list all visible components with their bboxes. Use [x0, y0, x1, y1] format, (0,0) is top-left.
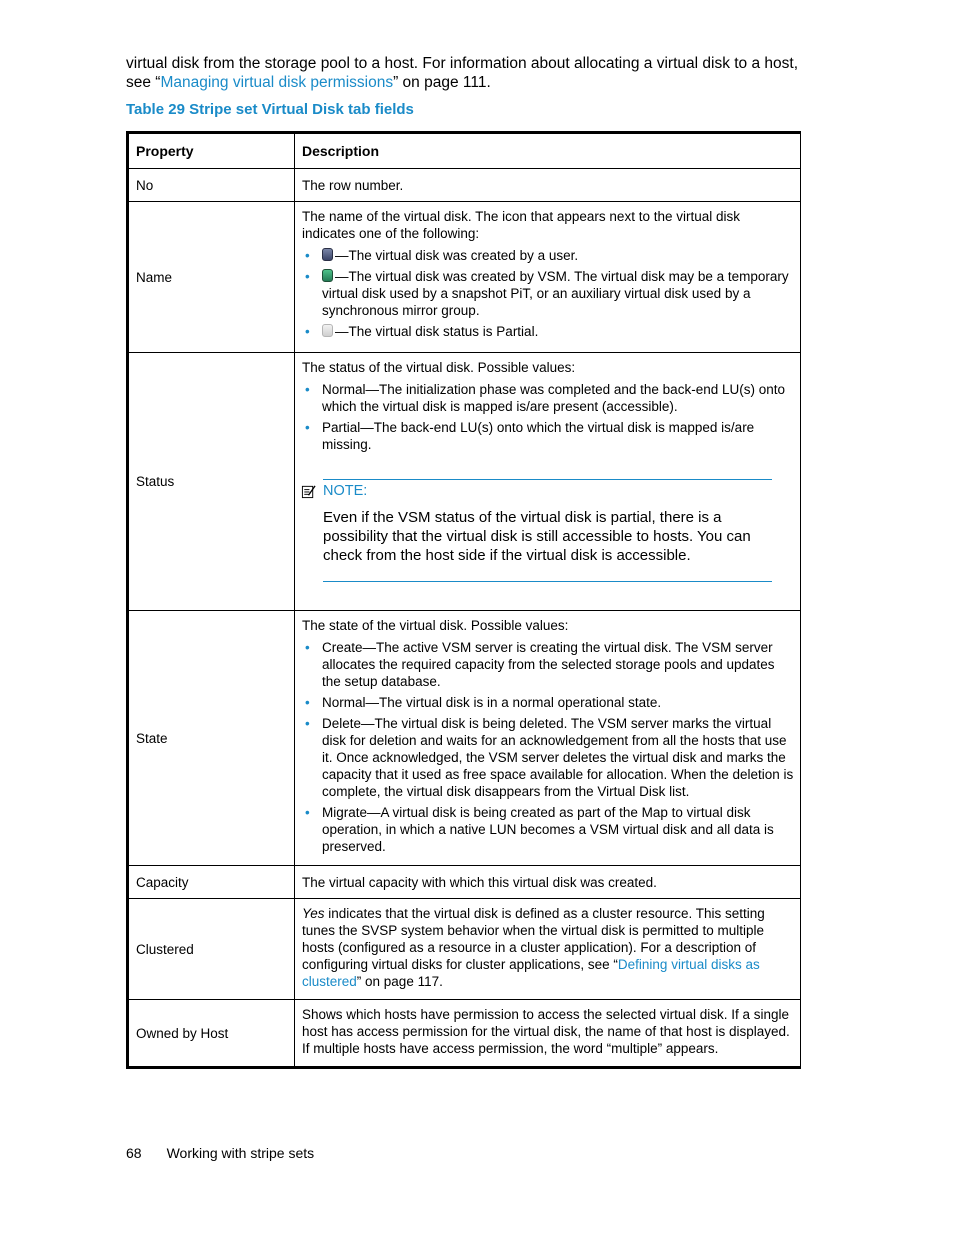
list-item-text: —The virtual disk was created by VSM. The virtual disk may be a temporary virtual disk used by a snapshot PiT, or an auxiliary virtual disk used by a synchronous mirror group. — [322, 269, 789, 318]
table-header-row — [128, 133, 801, 169]
status-values-list — [302, 381, 794, 453]
vsm-disk-icon — [322, 269, 333, 282]
table-caption: Table 29 Stripe set Virtual Disk tab fields — [126, 101, 414, 118]
property-cell: Name — [128, 202, 295, 353]
table-row — [128, 169, 801, 202]
list-item: • Create—The active VSM server is creating the virtual disk. The VSM server allocates the required capacity from the selected storage pools and updates the setup database. — [302, 639, 794, 690]
note-label: NOTE: — [323, 483, 368, 499]
table-row — [128, 866, 801, 899]
property-cell: State — [128, 611, 295, 866]
description-cell — [295, 353, 801, 611]
header-description: Description — [295, 133, 801, 169]
property-cell: Status — [128, 353, 295, 611]
intro-paragraph — [126, 54, 806, 92]
description-cell — [295, 899, 801, 1000]
state-values-list — [302, 639, 794, 855]
status-intro: The status of the virtual disk. Possible values: — [302, 360, 576, 375]
managing-permissions-link[interactable]: Managing virtual disk permissions — [160, 74, 394, 91]
name-icon-list — [302, 247, 794, 340]
list-item: • Partial—The back-end LU(s) onto which the virtual disk is mapped is/are missing. — [302, 419, 794, 453]
table-row — [128, 899, 801, 1000]
property-cell: Owned by Host — [128, 1000, 295, 1068]
table-row — [128, 611, 801, 866]
list-item: • Normal—The virtual disk is in a normal operational state. — [302, 694, 794, 711]
note-box — [323, 479, 772, 582]
description-cell — [295, 202, 801, 353]
table-row — [128, 353, 801, 611]
property-cell: Capacity — [128, 866, 295, 899]
list-item-text: —The virtual disk was created by a user. — [335, 248, 579, 263]
defining-clustered-link[interactable]: Defining virtual disks as clustered — [302, 957, 760, 989]
page-footer — [126, 1145, 339, 1161]
list-item: • Normal—The initialization phase was completed and the back-end LU(s) onto which the virtual disk is mapped is/are present (accessible). — [302, 381, 794, 415]
partial-disk-icon — [322, 324, 333, 337]
property-cell: No — [128, 169, 295, 202]
list-item — [302, 323, 794, 340]
list-item-text: —The virtual disk status is Partial. — [335, 324, 539, 339]
note-icon — [301, 484, 316, 499]
intro-text: virtual disk from the storage pool to a host. For information about allocating a virtual disk to a host, see “ — [126, 55, 799, 91]
list-item: • Delete—The virtual disk is being deleted. The VSM server marks the virtual disk for deletion and waits for an acknowledgement from all the hosts that use it. Once acknowledged, the VSM server deletes the virtual disk and marks the capacity that it used as free space available for allocation. When the deletion is complete, the virtual disk disappears from the Virtual Disk list. — [302, 715, 794, 800]
virtual-disk-fields-table — [126, 131, 801, 1069]
section-title: Working with stripe sets — [166, 1145, 315, 1161]
description-cell: The virtual capacity with which this virtual disk was created. — [295, 866, 801, 899]
table-row — [128, 1000, 801, 1068]
list-item — [302, 268, 794, 319]
note-text: Even if the VSM status of the virtual disk is partial, there is a possibility that the virtual disk is still accessible to hosts. You can check from the host side if the virtual disk is accessible. — [323, 509, 751, 564]
state-intro: The state of the virtual disk. Possible values: — [302, 618, 569, 633]
page-number: 68 — [126, 1145, 142, 1161]
description-cell — [295, 611, 801, 866]
clustered-text: indicates that the virtual disk is defined as a cluster resource. This setting tunes the SVSP system behavior when the virtual disk is permitted to multiple hosts (configured as a resource in a cluster application). For a description of configuring virtual disks for cluster applications, see “ — [302, 906, 765, 972]
list-item — [302, 247, 794, 264]
clustered-text-end: ” on page 117. — [356, 974, 443, 989]
property-cell: Clustered — [128, 899, 295, 1000]
name-intro: The name of the virtual disk. The icon that appears next to the virtual disk indicates one of the following: — [302, 209, 740, 241]
header-property: Property — [128, 133, 295, 169]
table-row — [128, 202, 801, 353]
intro-text-end: ” on page 111. — [393, 74, 491, 91]
description-cell: The row number. — [295, 169, 801, 202]
user-disk-icon — [322, 248, 333, 261]
description-cell: Shows which hosts have permission to access the selected virtual disk. If a single host has access permission for the virtual disk, the name of that host is displayed. If multiple hosts have access permission, the word “multiple” appears. — [295, 1000, 801, 1068]
yes-emphasis: Yes — [302, 906, 325, 921]
list-item: • Migrate—A virtual disk is being created as part of the Map to virtual disk operation, in which a native LUN becomes a VSM virtual disk and all data is preserved. — [302, 804, 794, 855]
